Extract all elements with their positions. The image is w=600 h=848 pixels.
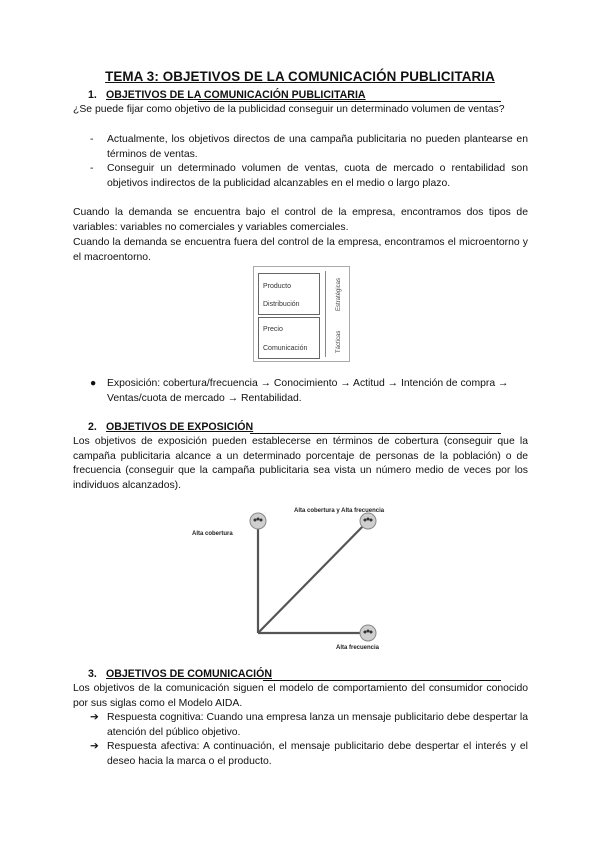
arrow-marker: ➔ bbox=[90, 741, 99, 752]
section-3-underline bbox=[263, 680, 501, 681]
s1-paragraph-1: Cuando la demanda se encuentra bajo el control de la empresa, encontramos dos tipos de variables: variables no comerciales y variables comerciales. bbox=[73, 207, 528, 233]
chart-point-3 bbox=[336, 625, 380, 650]
s1-dash-text-1: Actualmente, los objetivos directos de una campaña publicitaria no pueden plantearse en términos de ventas. bbox=[107, 134, 528, 160]
people-icon bbox=[367, 630, 370, 633]
chart-point-2 bbox=[294, 508, 385, 529]
chart-point-label: Alta cobertura bbox=[192, 531, 233, 537]
page-title: TEMA 3: OBJETIVOS DE LA COMUNICACIÓN PUBLICITARIA bbox=[105, 69, 495, 84]
s1-dash-item-2 bbox=[90, 162, 528, 191]
chart-point-marker bbox=[360, 513, 376, 529]
s1-bullet-item bbox=[90, 377, 528, 406]
chart-point-marker bbox=[360, 625, 376, 641]
table-divider bbox=[325, 271, 326, 357]
section-2-title: OBJETIVOS DE EXPOSICIÓN bbox=[106, 421, 254, 433]
section-1-number: 1. bbox=[88, 89, 97, 101]
dash-marker: - bbox=[90, 163, 94, 174]
s3-arrow-text-1: Respuesta cognitiva: Cuando una empresa lanza un mensaje publicitario debe despertar la atención del público objetivo. bbox=[107, 712, 528, 738]
section-3-number: 3. bbox=[88, 668, 97, 680]
cell-comunicacion: Comunicación bbox=[263, 345, 308, 352]
label-tacticas: Tácticas bbox=[336, 330, 342, 353]
cell-precio: Precio bbox=[263, 326, 283, 333]
s3-paragraph: Los objetivos de la comunicación siguen el modelo de comportamiento del consumidor conocido por sus siglas como el Modelo AIDA. bbox=[73, 683, 528, 709]
people-icon bbox=[254, 519, 257, 522]
s3-arrow-item-2 bbox=[90, 740, 528, 769]
section-2-heading bbox=[88, 420, 253, 435]
exposure-chart-svg bbox=[182, 495, 422, 650]
section-3-title: OBJETIVOS DE COMUNICACIÓN bbox=[106, 668, 272, 680]
people-icon bbox=[364, 519, 367, 522]
people-icon bbox=[260, 519, 263, 522]
chart-line-2 bbox=[258, 521, 368, 633]
chart-point-1 bbox=[192, 513, 266, 537]
section-1-heading bbox=[88, 88, 366, 103]
chart-point-marker bbox=[250, 513, 266, 529]
people-icon bbox=[367, 518, 370, 521]
s3-arrow-item-1 bbox=[90, 711, 528, 740]
section-2-underline bbox=[250, 433, 501, 434]
people-icon bbox=[370, 519, 373, 522]
section-3-heading bbox=[88, 667, 272, 682]
cell-distribucion: Distribución bbox=[263, 301, 300, 308]
chart-point-label: Alta cobertura y Alta frecuencia bbox=[294, 508, 385, 514]
label-estrategicas: Estratégicas bbox=[336, 277, 342, 311]
bullet-marker: ● bbox=[90, 378, 97, 389]
s1-dash-item-1 bbox=[90, 133, 528, 162]
s1-paragraph-2: Cuando la demanda se encuentra fuera del control de la empresa, encontramos el microentorno y el macroentorno. bbox=[73, 237, 528, 263]
people-icon bbox=[257, 518, 260, 521]
dash-marker: - bbox=[90, 134, 94, 145]
section-2-number: 2. bbox=[88, 421, 97, 433]
s2-paragraph: Los objetivos de exposición pueden establecerse en términos de cobertura (conseguir que la campaña publicitaria alcance a un determinado porcentaje de personas de la población) o de frecuencia (conseguir que la campaña publicitaria sea vista un número medio de veces por los individuos alcanzados). bbox=[73, 436, 528, 491]
section-1-title: OBJETIVOS DE LA COMUNICACIÓN PUBLICITARIA bbox=[106, 89, 366, 101]
exposure-chart bbox=[182, 495, 422, 650]
variables-table-figure bbox=[253, 266, 350, 362]
chart-point-label: Alta frecuencia bbox=[336, 645, 380, 650]
people-icon bbox=[370, 631, 373, 634]
s1-question: ¿Se puede fijar como objetivo de la publicidad conseguir un determinado volumen de ventas? bbox=[73, 104, 505, 115]
cell-producto: Producto bbox=[263, 283, 292, 290]
s1-bullet-text: Exposición: cobertura/frecuencia → Conocimiento → Actitud → Intención de compra → Ventas/cuota de mercado → Rentabilidad. bbox=[107, 378, 509, 404]
s1-dash-text-2: Conseguir un determinado volumen de ventas, cuota de mercado o rentabilidad son objetivos indirectos de la publicidad alcanzables en el medio o largo plazo. bbox=[107, 163, 528, 189]
section-1-underline bbox=[198, 101, 501, 102]
arrow-marker: ➔ bbox=[90, 712, 99, 723]
people-icon bbox=[364, 631, 367, 634]
s3-arrow-text-2: Respuesta afectiva: A continuación, el mensaje publicitario debe despertar el interés y el deseo hacia la marca o el producto. bbox=[107, 741, 528, 767]
